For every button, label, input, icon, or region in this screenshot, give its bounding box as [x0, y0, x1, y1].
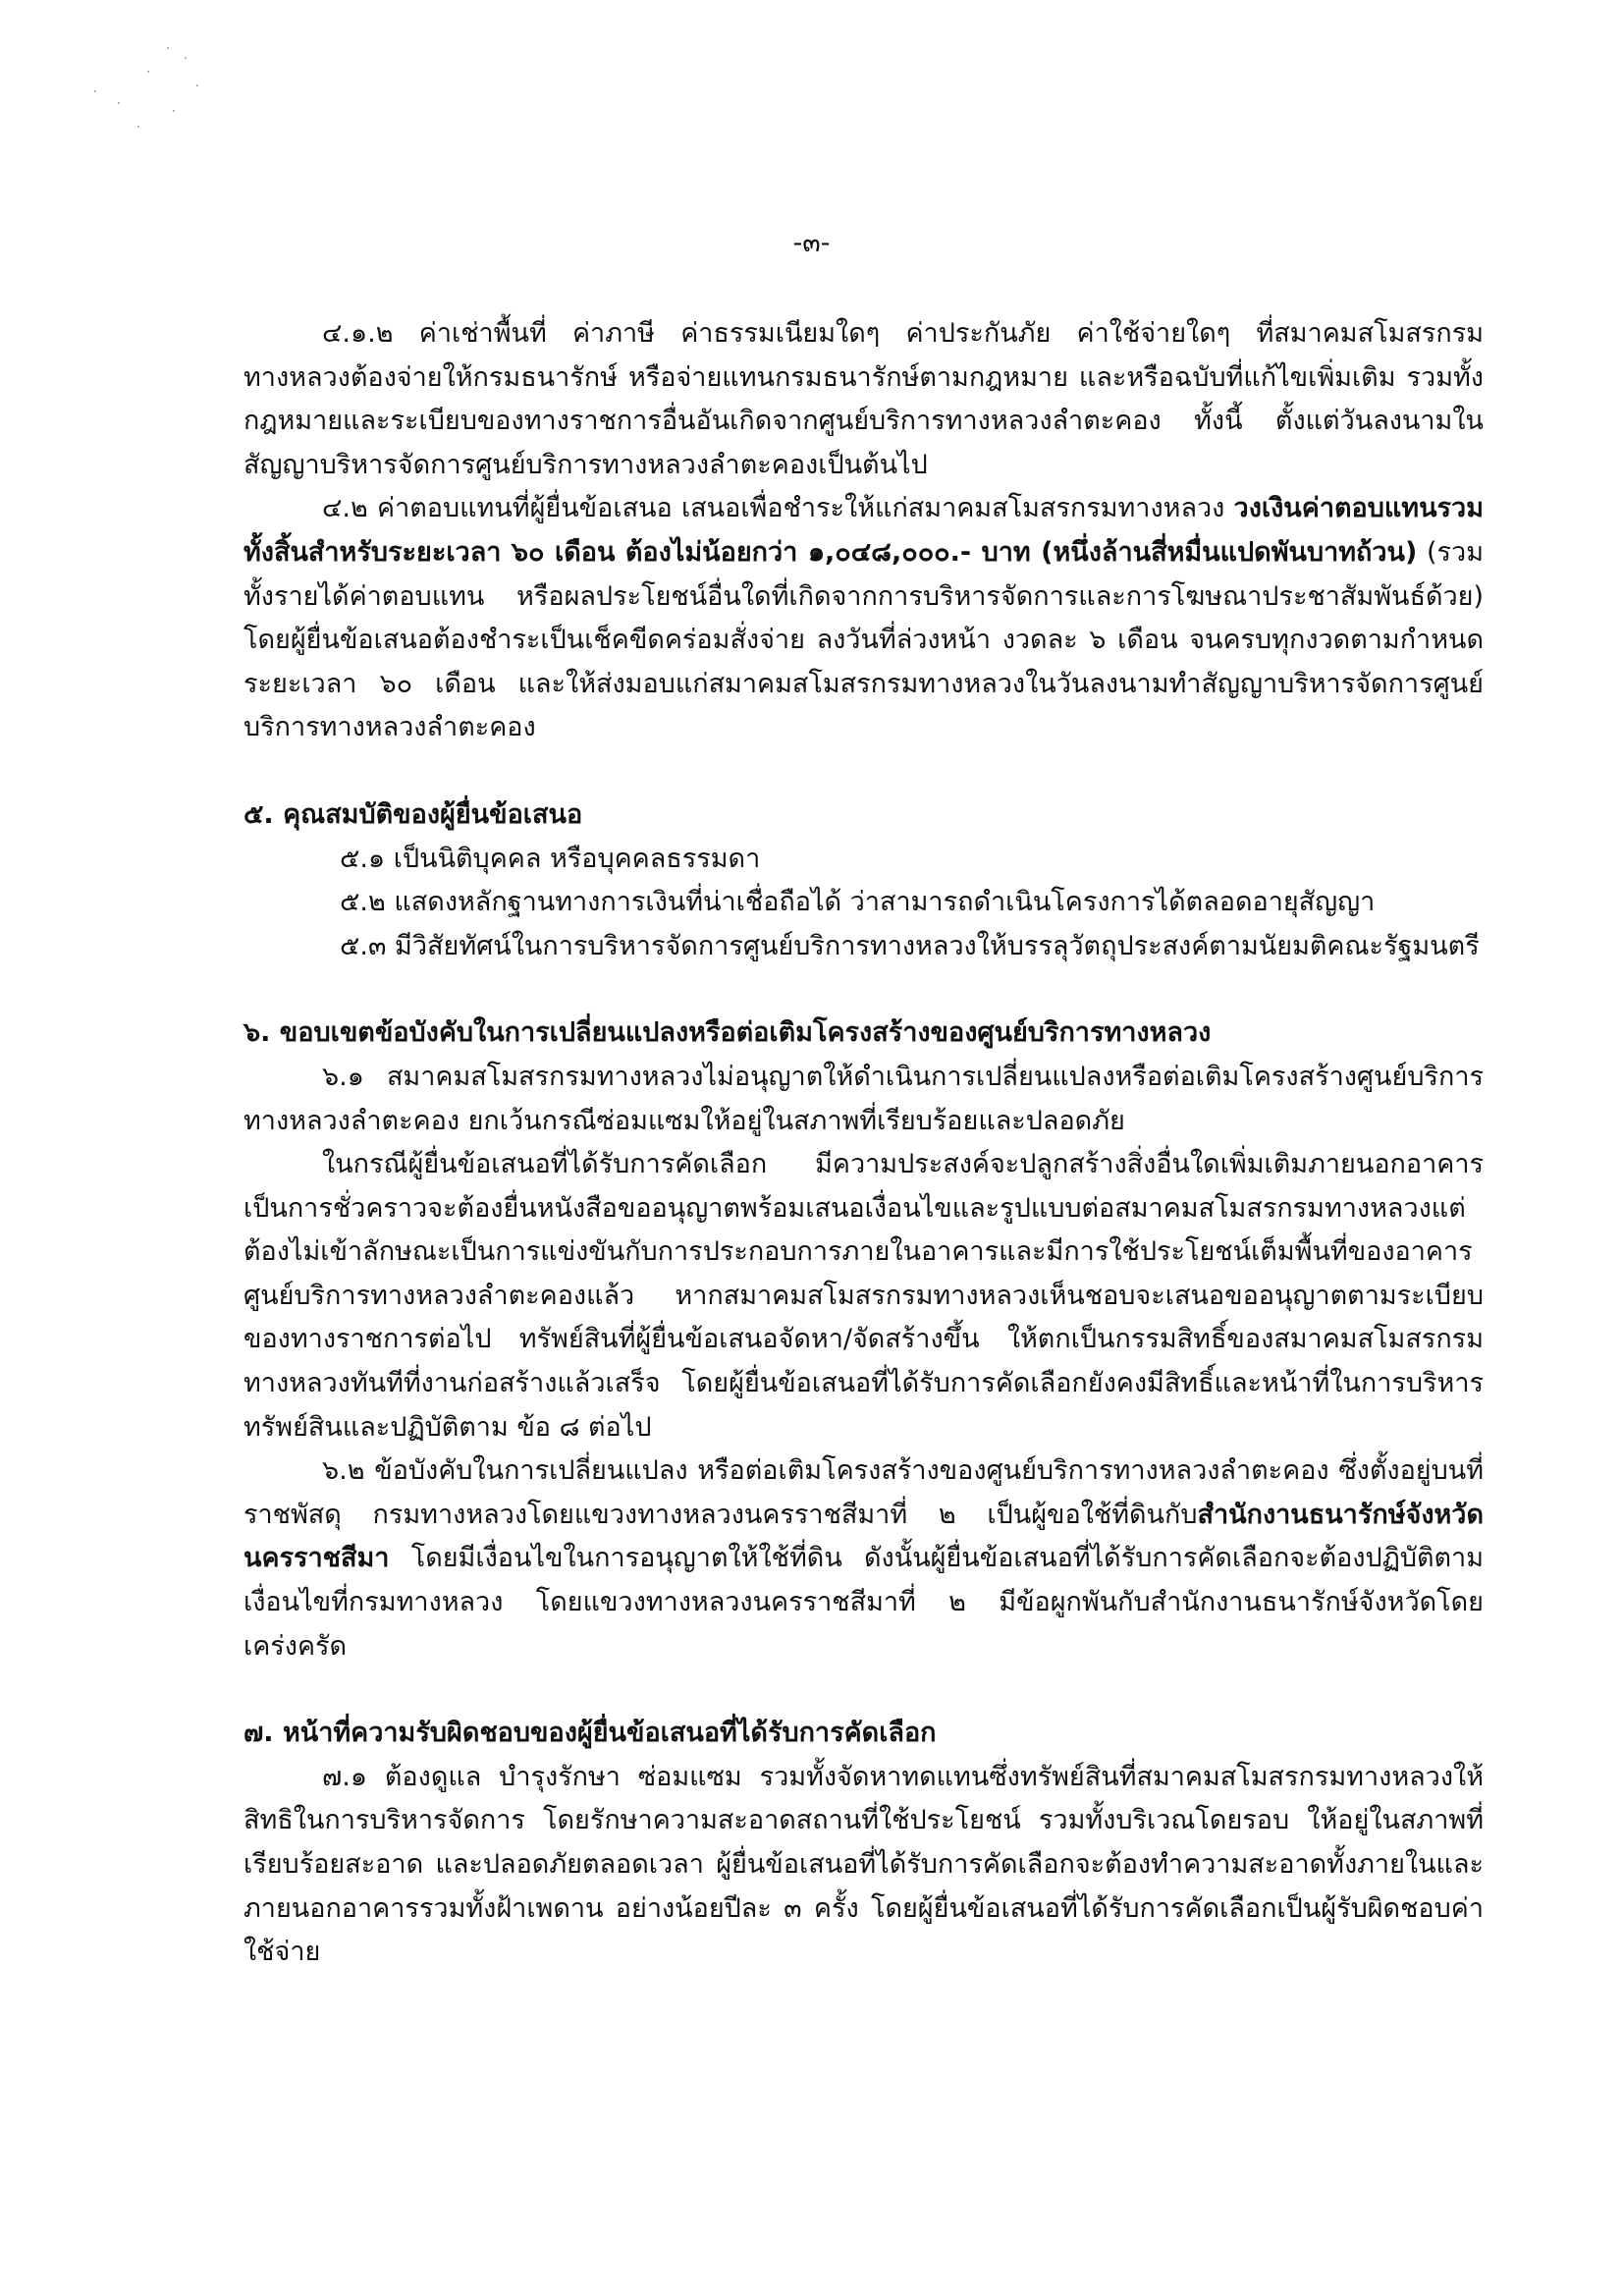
scan-speck	[137, 126, 139, 128]
item-5-1: ๕.๑ เป็นนิติบุคคล หรือบุคคลธรรมดา	[340, 843, 761, 874]
paragraph-7-1: ๗.๑ ต้องดูแล บำรุงรักษา ซ่อมแซม รวมทั้งจัดหาทดแทนซึ่งทรัพย์สินที่สมาคมสโมสรกรมทางหลวงให้สิทธิในการบริหารจัดการ โดยรักษาความสะอาดสถานที่ใช้ประโยชน์ รวมทั้งบริเวณโดยรอบ ให้อยู่ในสภาพที่เรียบร้อยสะอาด และปลอดภัยตลอดเวลา ผู้ยื่นข้อเสนอที่ได้รับการคัดเลือกจะต้องทำความสะอาดทั้งภายในและภายนอกอาคารรวมทั้งฝ้าเพดาน อย่างน้อยปีละ ๓ ครั้ง โดยผู้ยื่นข้อเสนอที่ได้รับการคัดเลือกเป็นผู้รับผิดชอบค่าใช้จ่าย	[243, 1761, 1484, 1968]
paragraph-6-2-lead: ๖.๒ ข้อบังคับในการเปลี่ยนแปลง หรือต่อเติมโครงสร้างของศูนย์บริการทางหลวงลำตะคอง ซึ่งตั้งอยู่บนที่ราชพัสดุ กรมทางหลวงโดยแขวงทางหลวงนครราชสีมาที่ ๒ เป็นผู้ขอใช้ที่ดินกับ	[243, 1455, 1484, 1530]
scan-speck	[173, 110, 175, 112]
item-5-3: ๕.๓ มีวิสัยทัศน์ในการบริหารจัดการศูนย์บริการทางหลวงให้บรรลุวัตถุประสงค์ตามนัยมติคณะรัฐมนตรี	[340, 930, 1480, 961]
scan-speck	[147, 71, 149, 73]
heading-section-7: ๗. หน้าที่ความรับผิดชอบของผู้ยื่นข้อเสนอที่ได้รับการคัดเลือก	[243, 1718, 937, 1749]
paragraph-6-2-rest: โดยมีเงื่อนไขในการอนุญาตให้ใช้ที่ดิน ดังนั้นผู้ยื่นข้อเสนอที่ได้รับการคัดเลือกจะต้องปฏิบัติตามเงื่อนไขที่กรมทางหลวง โดยแขวงทางหลวงนครราชสีมาที่ ๒ มีข้อผูกพันกับสำนักงานธนารักษ์จังหวัดโดยเคร่งครัด	[243, 1543, 1484, 1662]
scan-speck	[118, 102, 120, 104]
heading-section-5: ๕. คุณสมบัติของผู้ยื่นข้อเสนอ	[243, 798, 583, 830]
paragraph-4-1-2: ๔.๑.๒ ค่าเช่าพื้นที่ ค่าภาษี ค่าธรรมเนียมใดๆ ค่าประกันภัย ค่าใช้จ่ายใดๆ ที่สมาคมสโมสรกรมทางหลวงต้องจ่ายให้กรมธนารักษ์ หรือจ่ายแทนกรมธนารักษ์ตามกฎหมาย และหรือฉบับที่แก้ไขเพิ่มเติม รวมทั้งกฎหมายและระเบียบของทางราชการอื่นอันเกิดจากศูนย์บริการทางหลวงลำตะคอง ทั้งนี้ ตั้งแต่วันลงนามในสัญญาบริหารจัดการศูนย์บริการทางหลวงลำตะคองเป็นต้นไป	[243, 318, 1484, 480]
item-5-2: ๕.๒ แสดงหลักฐานทางการเงินที่น่าเชื่อถือได้ ว่าสามารถดำเนินโครงการได้ตลอดอายุสัญญา	[340, 887, 1376, 918]
paragraph-4-2-rest: (รวมทั้งรายได้ค่าตอบแทน หรือผลประโยชน์อื่นใดที่เกิดจากการบริหารจัดการและการโฆษณาประชาสัมพันธ์ด้วย) โดยผู้ยื่นข้อเสนอต้องชำระเป็นเช็คขีดคร่อมสั่งจ่าย ลงวันที่ล่วงหน้า งวดละ ๖ เดือน จนครบทุกงวดตามกำหนดระยะเวลา ๖๐ เดือน และให้ส่งมอบแก่สมาคมสโมสรกรมทางหลวงในวันลงนามทำสัญญาบริหารจัดการศูนย์บริการทางหลวงลำตะคอง	[243, 536, 1485, 743]
paragraph-4-2	[243, 487, 1484, 750]
paragraph-4-2-bold-amount: วงเงินค่าตอบแทนรวมทั้งสิ้นสำหรับระยะเวลา ๖๐ เดือน ต้องไม่น้อยกว่า ๑,๐๔๘,๐๐๐.- บาท (หนึ่งล้านสี่หมื่นแปดพันบาทถ้วน)	[243, 493, 1484, 568]
heading-section-6: ๖. ขอบเขตข้อบังคับในการเปลี่ยนแปลงหรือต่อเติมโครงสร้างของศูนย์บริการทางหลวง	[243, 1017, 1212, 1049]
page-number: -๓-	[792, 228, 831, 258]
paragraph-6-2-bold-office: สำนักงานธนารักษ์จังหวัดนครราชสีมา	[243, 1499, 1484, 1574]
scan-speck	[94, 90, 96, 92]
paragraph-4-2-lead: ๔.๒ ค่าตอบแทนที่ผู้ยื่นข้อเสนอ เสนอเพื่อชำระให้แก่สมาคมสโมสรกรมทางหลวง	[322, 493, 1234, 524]
scan-speck	[185, 57, 187, 59]
scan-speck	[196, 84, 198, 86]
document-body	[243, 312, 1484, 1975]
paragraph-6-2	[243, 1449, 1484, 1668]
paragraph-6-1-continued: ในกรณีผู้ยื่นข้อเสนอที่ได้รับการคัดเลือก มีความประสงค์จะปลูกสร้างสิ่งอื่นใดเพิ่มเติมภายนอกอาคารเป็นการชั่วคราวจะต้องยื่นหนังสือขออนุญาตพร้อมเสนอเงื่อนไขและรูปแบบต่อสมาคมสโมสรกรมทางหลวงแต่ต้องไม่เข้าลักษณะเป็นการแข่งขันกับการประกอบการภายในอาคารและมีการใช้ประโยชน์เต็มพื้นที่ของอาคารศูนย์บริการทางหลวงลำตะคองแล้ว หากสมาคมสโมสรกรมทางหลวงเห็นชอบจะเสนอขออนุญาตตามระเบียบของทางราชการต่อไป ทรัพย์สินที่ผู้ยื่นข้อเสนอจัดหา/จัดสร้างขึ้น ให้ตกเป็นกรรมสิทธิ์ของสมาคมสโมสรกรมทางหลวงทันทีที่งานก่อสร้างแล้วเสร็จ โดยผู้ยื่นข้อเสนอที่ได้รับการคัดเลือกยังคงมีสิทธิ์และหน้าที่ในการบริหารทรัพย์สินและปฏิบัติตาม ข้อ ๘ ต่อไป	[243, 1149, 1484, 1443]
scan-speck	[167, 47, 169, 49]
paragraph-6-1: ๖.๑ สมาคมสโมสรกรมทางหลวงไม่อนุญาตให้ดำเนินการเปลี่ยนแปลงหรือต่อเติมโครงสร้างศูนย์บริการทางหลวงลำตะคอง ยกเว้นกรณีซ่อมแซมให้อยู่ในสภาพที่เรียบร้อยและปลอดภัย	[243, 1061, 1484, 1136]
